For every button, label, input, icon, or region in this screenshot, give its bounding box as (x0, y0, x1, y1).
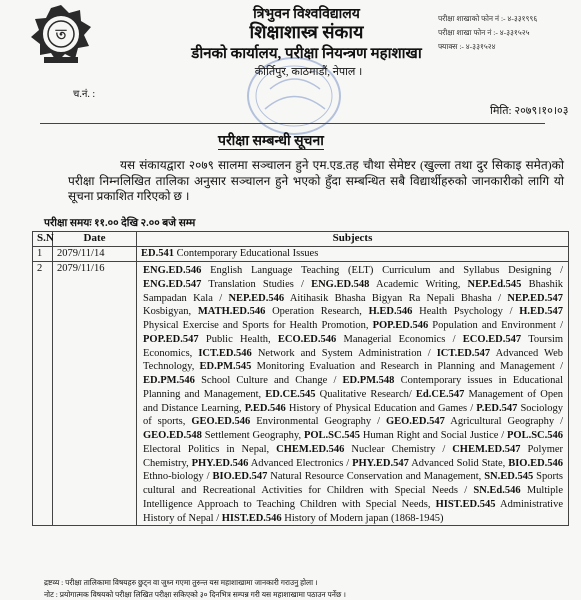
subject-name: Settlement Geography, (204, 430, 302, 441)
subject-code: GEO.ED.547 (385, 416, 445, 428)
subject-name: Ethno-biology (143, 471, 204, 483)
subject-code: H.ED.546 (368, 306, 413, 318)
subject-code: BIO.ED.546 (508, 457, 564, 469)
subject-name: Health Psychology (419, 306, 503, 318)
subject-code: ENG.ED.546 (143, 265, 202, 276)
subject-code: ED.PM.545 (199, 361, 252, 373)
subject-code: H.ED.547 (519, 306, 564, 318)
subject-name: Contemporary Educational Issues (176, 248, 319, 259)
subject-name: Monitoring Evaluation and Research in Planning and Management (256, 361, 555, 373)
contact-phone-1: परीक्षा शाखाको फोन नं :- ४-३३१९९६ (438, 14, 538, 23)
subject-code: ED.PM.548 (342, 375, 395, 386)
reference-number: च.नं. : (73, 89, 96, 100)
subject-name: Operation Research, (272, 306, 362, 318)
cell-date: 2079/11/14 (53, 247, 137, 262)
subject-code: BIO.ED.547 (212, 471, 268, 483)
subject-name: Physical Exercise and Sports for Health Promotion, (143, 320, 369, 331)
subject-code: ED.CE.545 (265, 388, 316, 400)
subject-name: Electoral Politics in Nepal, (143, 443, 270, 455)
subject-name: Natural Resource Conservation and Management, (270, 471, 482, 483)
column-header-date: Date (53, 232, 137, 247)
subject-code: POL.SC.546 (507, 430, 564, 441)
cell-subjects (137, 247, 569, 262)
subject-name: Bhashik Sampadan Kala (143, 278, 564, 304)
subject-name: Sports cultural and Recreational Activities for Children with Special Needs (143, 471, 564, 496)
subject-name: Public Health, (205, 333, 271, 345)
subject-name: Advanced Web Technology, (143, 347, 564, 373)
contact-phone-2: परीक्षा शाखा फोन नं :- ४-३३१५२५ (438, 28, 530, 37)
subject-name: Environmental Geography (256, 416, 372, 428)
table-row (33, 262, 569, 526)
subject-name: Kosbigyan, (143, 306, 192, 318)
subject-name: Toursim Economics, (143, 333, 564, 359)
subject-code: ENG.ED.547 (143, 278, 202, 290)
table-row (33, 247, 569, 262)
subject-name: Aitihasik Bhasha Bigyan Ra Nepali Bhasha (289, 292, 492, 304)
subject-name: History of Modern japan (1868-1945) (284, 512, 444, 524)
faculty-name: शिक्षाशास्त्र संकाय (249, 22, 364, 42)
subject-name: School Culture and Change (201, 375, 328, 386)
subject-code: CHEM.ED.547 (452, 443, 521, 455)
subject-name: English Language Teaching (ELT) Curriculum and Syllabus Designing (210, 265, 552, 276)
subject-code: POL.SC.545 (303, 430, 360, 441)
svg-text:ত: ত (55, 27, 67, 43)
advisory-note: द्रष्टव्य : परीक्षा तालिकामा विषयहरु छुट्न वा जुध्न गएमा तुरुन्त यस महाशाखामा जानकारी गराउनु होला । (44, 578, 318, 587)
notice-date: मिति: २०७९।१०।०३ (490, 105, 569, 117)
subject-name: Polymer Chemistry, (143, 443, 564, 469)
subject-code: NEP.Ed.545 (467, 278, 522, 290)
practical-note: नोट : प्रयोगात्मक विषयको परीक्षा लिखित परीक्षा सकिएको ३० दिनभित्र सम्पन्न गरी यस महाशाखामा पठाउन पर्नेछ । (44, 590, 346, 599)
column-header-subjects: Subjects (137, 232, 569, 247)
subject-code: MATH.ED.546 (197, 306, 266, 318)
subject-name: Sociology of sports, (143, 402, 564, 428)
subject-name: Advanced Solid State, (411, 457, 506, 469)
notice-title: परीक्षा सम्बन्धी सूचना (218, 134, 324, 149)
cell-date: 2079/11/16 (53, 262, 137, 526)
subject-code: NEP.ED.546 (228, 292, 285, 304)
subject-name: Human Right and Social Justice (362, 430, 499, 441)
cell-sn: 1 (33, 247, 53, 262)
subject-code: HIST.ED.546 (221, 512, 282, 524)
subject-name: Translation Studies (208, 278, 294, 290)
subject-name: Population and Environment (432, 320, 556, 331)
subject-code: ECO.ED.546 (277, 333, 337, 345)
subject-code: SN.ED.545 (484, 471, 534, 483)
subject-code: NEP.ED.547 (507, 292, 563, 304)
subject-code: ICT.ED.546 (198, 347, 252, 359)
subject-name: History of Physical Education and Games (288, 402, 468, 414)
subject-code: ED.541 (141, 248, 174, 259)
exam-schedule-table (32, 231, 569, 526)
header-divider (40, 123, 545, 124)
subject-code: HIST.ED.545 (435, 498, 496, 510)
subject-code: POP.ED.546 (372, 320, 429, 331)
subject-code: POP.ED.547 (143, 333, 199, 345)
subject-name: Contemporary issues in Educational Planning and Management, (143, 375, 564, 400)
university-name: त्रिभुवन विश्वविद्यालय (253, 7, 360, 22)
subject-code: ENG.ED.548 (311, 278, 370, 290)
subject-name: Network and System Administration (257, 347, 422, 359)
subject-code: ICT.ED.547 (436, 347, 491, 359)
subject-name: Managerial Economics (343, 333, 446, 345)
office-location: कीर्तिपुर, काठमाडौं, नेपाल । (254, 66, 363, 78)
cell-subjects: ENG.ED.546 English Language Teaching (ELT) Curriculum and Syllabus Designing / ENG.ED.547 Translation Studies / ENG.ED.548 Academic Writing, NEP.Ed.545 Bhashik Sampadan Kala / NEP.ED.546 Aitihasik Bhasha Bigyan Ra Nepali Bhasha / NEP.ED.547 Kosbigyan, MATH.ED.546 Operation Research, H.ED.546 Health Psychology / H.ED.547 Physical Exercise and Sports for Health Promotion, POP.ED.546 Population and Environment / POP.ED.547 Public Health, ECO.ED.546 Managerial Economics / ECO.ED.547 Toursim Economics, ICT.ED.546 Network and System Administration / ICT.ED.547 Advanced Web Technology, ED.PM.545 Monitoring Evaluation and Research in Planning and Management / ED.PM.546 School Culture and Change / ED.PM.548 Contemporary issues in Educational Planning and Management, ED.CE.545 Qualitative Research/ Ed.CE.547 Management of Open and Distance Learning, P.ED.546 History of Physical Education and Games / P.ED.547 Sociology of sports, GEO.ED.546 Environmental Geography / GEO.ED.547 Agricultural Geography / GEO.ED.548 Settlement Geography, POL.SC.545 Human Right and Social Justice / POL.SC.546 Electoral Politics in Nepal, CHEM.ED.546 Nuclear Chemistry / CHEM.ED.547 Polymer Chemistry, PHY.ED.546 Advanced Electronics / PHY.ED.547 Advanced Solid State, BIO.ED.546 Ethno-biology / BIO.ED.547 Natural Resource Conservation and Management, SN.ED.545 Sports cultural and Recreational Activities for Children with Special Needs / SN.Ed.546 Multiple Intelligence Approach to Teaching Children with Special Needs, HIST.ED.545 Administrative History of Nepal / HIST.ED.546 History of Modern japan (1868-1945) (137, 262, 569, 526)
column-header-sn: S.N (33, 232, 53, 247)
notice-body: यस संकायद्वारा २०७९ सालमा सञ्चालन हुने एम.एड.तह चौथा सेमेष्टर (खुल्ला तथा दुर सिकाइ समेत)को परीक्षा निम्नलिखित तालिका अनुसार सञ्चालन हुने भएको हुँदा सम्बन्धित सबै विद्यार्थीहरुको जानकारीको लागि यो सूचना प्रकाशित गरिएको छ । (68, 158, 564, 203)
subject-name: Advanced Electronics (250, 457, 344, 469)
subject-code: ECO.ED.547 (462, 333, 522, 345)
subject-name: Management of Open and Distance Learning, (143, 388, 564, 414)
subject-name: Administrative History of Nepal (143, 498, 564, 524)
cell-sn: 2 (33, 262, 53, 526)
subject-code: P.ED.546 (244, 402, 286, 414)
subject-code: Ed.CE.547 (415, 388, 465, 400)
subject-code: P.ED.547 (476, 402, 518, 414)
subject-name: Multiple Intelligence Approach to Teaching Children with Special Needs, (143, 485, 564, 510)
subject-code: GEO.ED.548 (143, 430, 202, 441)
subject-name: Qualitative Research/ (319, 388, 412, 400)
subject-name: Academic Writing, (376, 278, 461, 290)
subject-code: GEO.ED.546 (191, 416, 251, 428)
exam-time: परीक्षा समयः ११.०० देखि २.०० बजे सम्म (44, 218, 196, 229)
subject-code: SN.Ed.546 (473, 485, 521, 496)
subject-code: ED.PM.546 (143, 375, 195, 386)
subject-name: Nuclear Chemistry (351, 443, 436, 455)
contact-fax: फ्याक्स :- ४-३३१५२४ (438, 42, 496, 51)
subject-code: CHEM.ED.546 (276, 443, 345, 455)
subject-code: PHY.ED.547 (352, 457, 409, 469)
table-header-row (33, 232, 569, 247)
office-name: डीनको कार्यालय, परीक्षा नियन्त्रण महाशाखा (191, 46, 422, 62)
subject-name: Agricultural Geography (450, 416, 555, 428)
subject-code: PHY.ED.546 (191, 457, 249, 469)
